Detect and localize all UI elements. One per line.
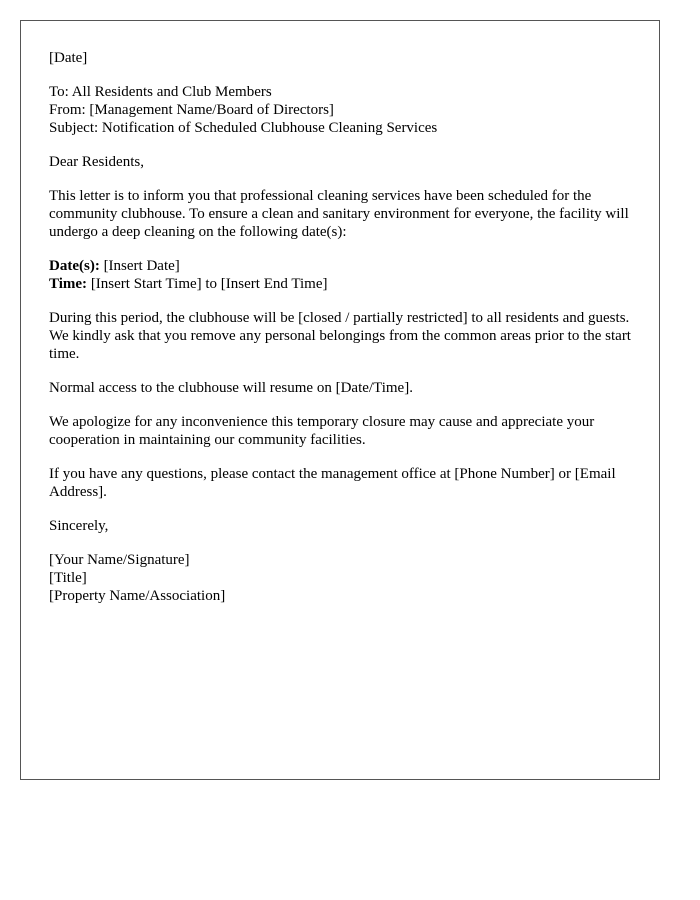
- from-line: From: [Management Name/Board of Directors]: [49, 102, 334, 118]
- letter-page: [20, 20, 660, 780]
- resume-paragraph: Normal access to the clubhouse will resume on [Date/Time].: [49, 380, 413, 396]
- date-value: [Insert Date]: [99, 258, 180, 274]
- letter-header: [49, 83, 631, 137]
- signature-block: [49, 551, 631, 605]
- schedule-date-line: [49, 257, 631, 275]
- signature-title: [Title]: [49, 570, 87, 586]
- signature-name: [Your Name/Signature]: [49, 552, 190, 568]
- closure-paragraph: During this period, the clubhouse will be [closed / partially restricted] to all residents and guests. We kindly ask that you remove any personal belongings from the common areas prior to the start time.: [49, 310, 631, 362]
- time-value: [Insert Start Time] to [Insert End Time]: [87, 276, 328, 292]
- closing: Sincerely,: [49, 518, 109, 534]
- schedule-time-line: [49, 275, 631, 293]
- signature-organization: [Property Name/Association]: [49, 588, 226, 604]
- salutation: Dear Residents,: [49, 154, 144, 170]
- to-line: To: All Residents and Club Members: [49, 84, 272, 100]
- schedule-block: [49, 257, 631, 293]
- subject-line: Subject: Notification of Scheduled Clubhouse Cleaning Services: [49, 120, 438, 136]
- contact-paragraph: If you have any questions, please contact the management office at [Phone Number] or [Email Address].: [49, 466, 616, 500]
- intro-paragraph: This letter is to inform you that professional cleaning services have been scheduled for the community clubhouse. To ensure a clean and sanitary environment for everyone, the facility will undergo a deep cleaning on the following date(s):: [49, 188, 629, 240]
- letter-date: [Date]: [49, 50, 88, 66]
- date-label: Date(s):: [49, 258, 100, 274]
- time-label: Time:: [49, 276, 88, 292]
- apology-paragraph: We apologize for any inconvenience this temporary closure may cause and appreciate your cooperation in maintaining our community facilities.: [49, 414, 595, 448]
